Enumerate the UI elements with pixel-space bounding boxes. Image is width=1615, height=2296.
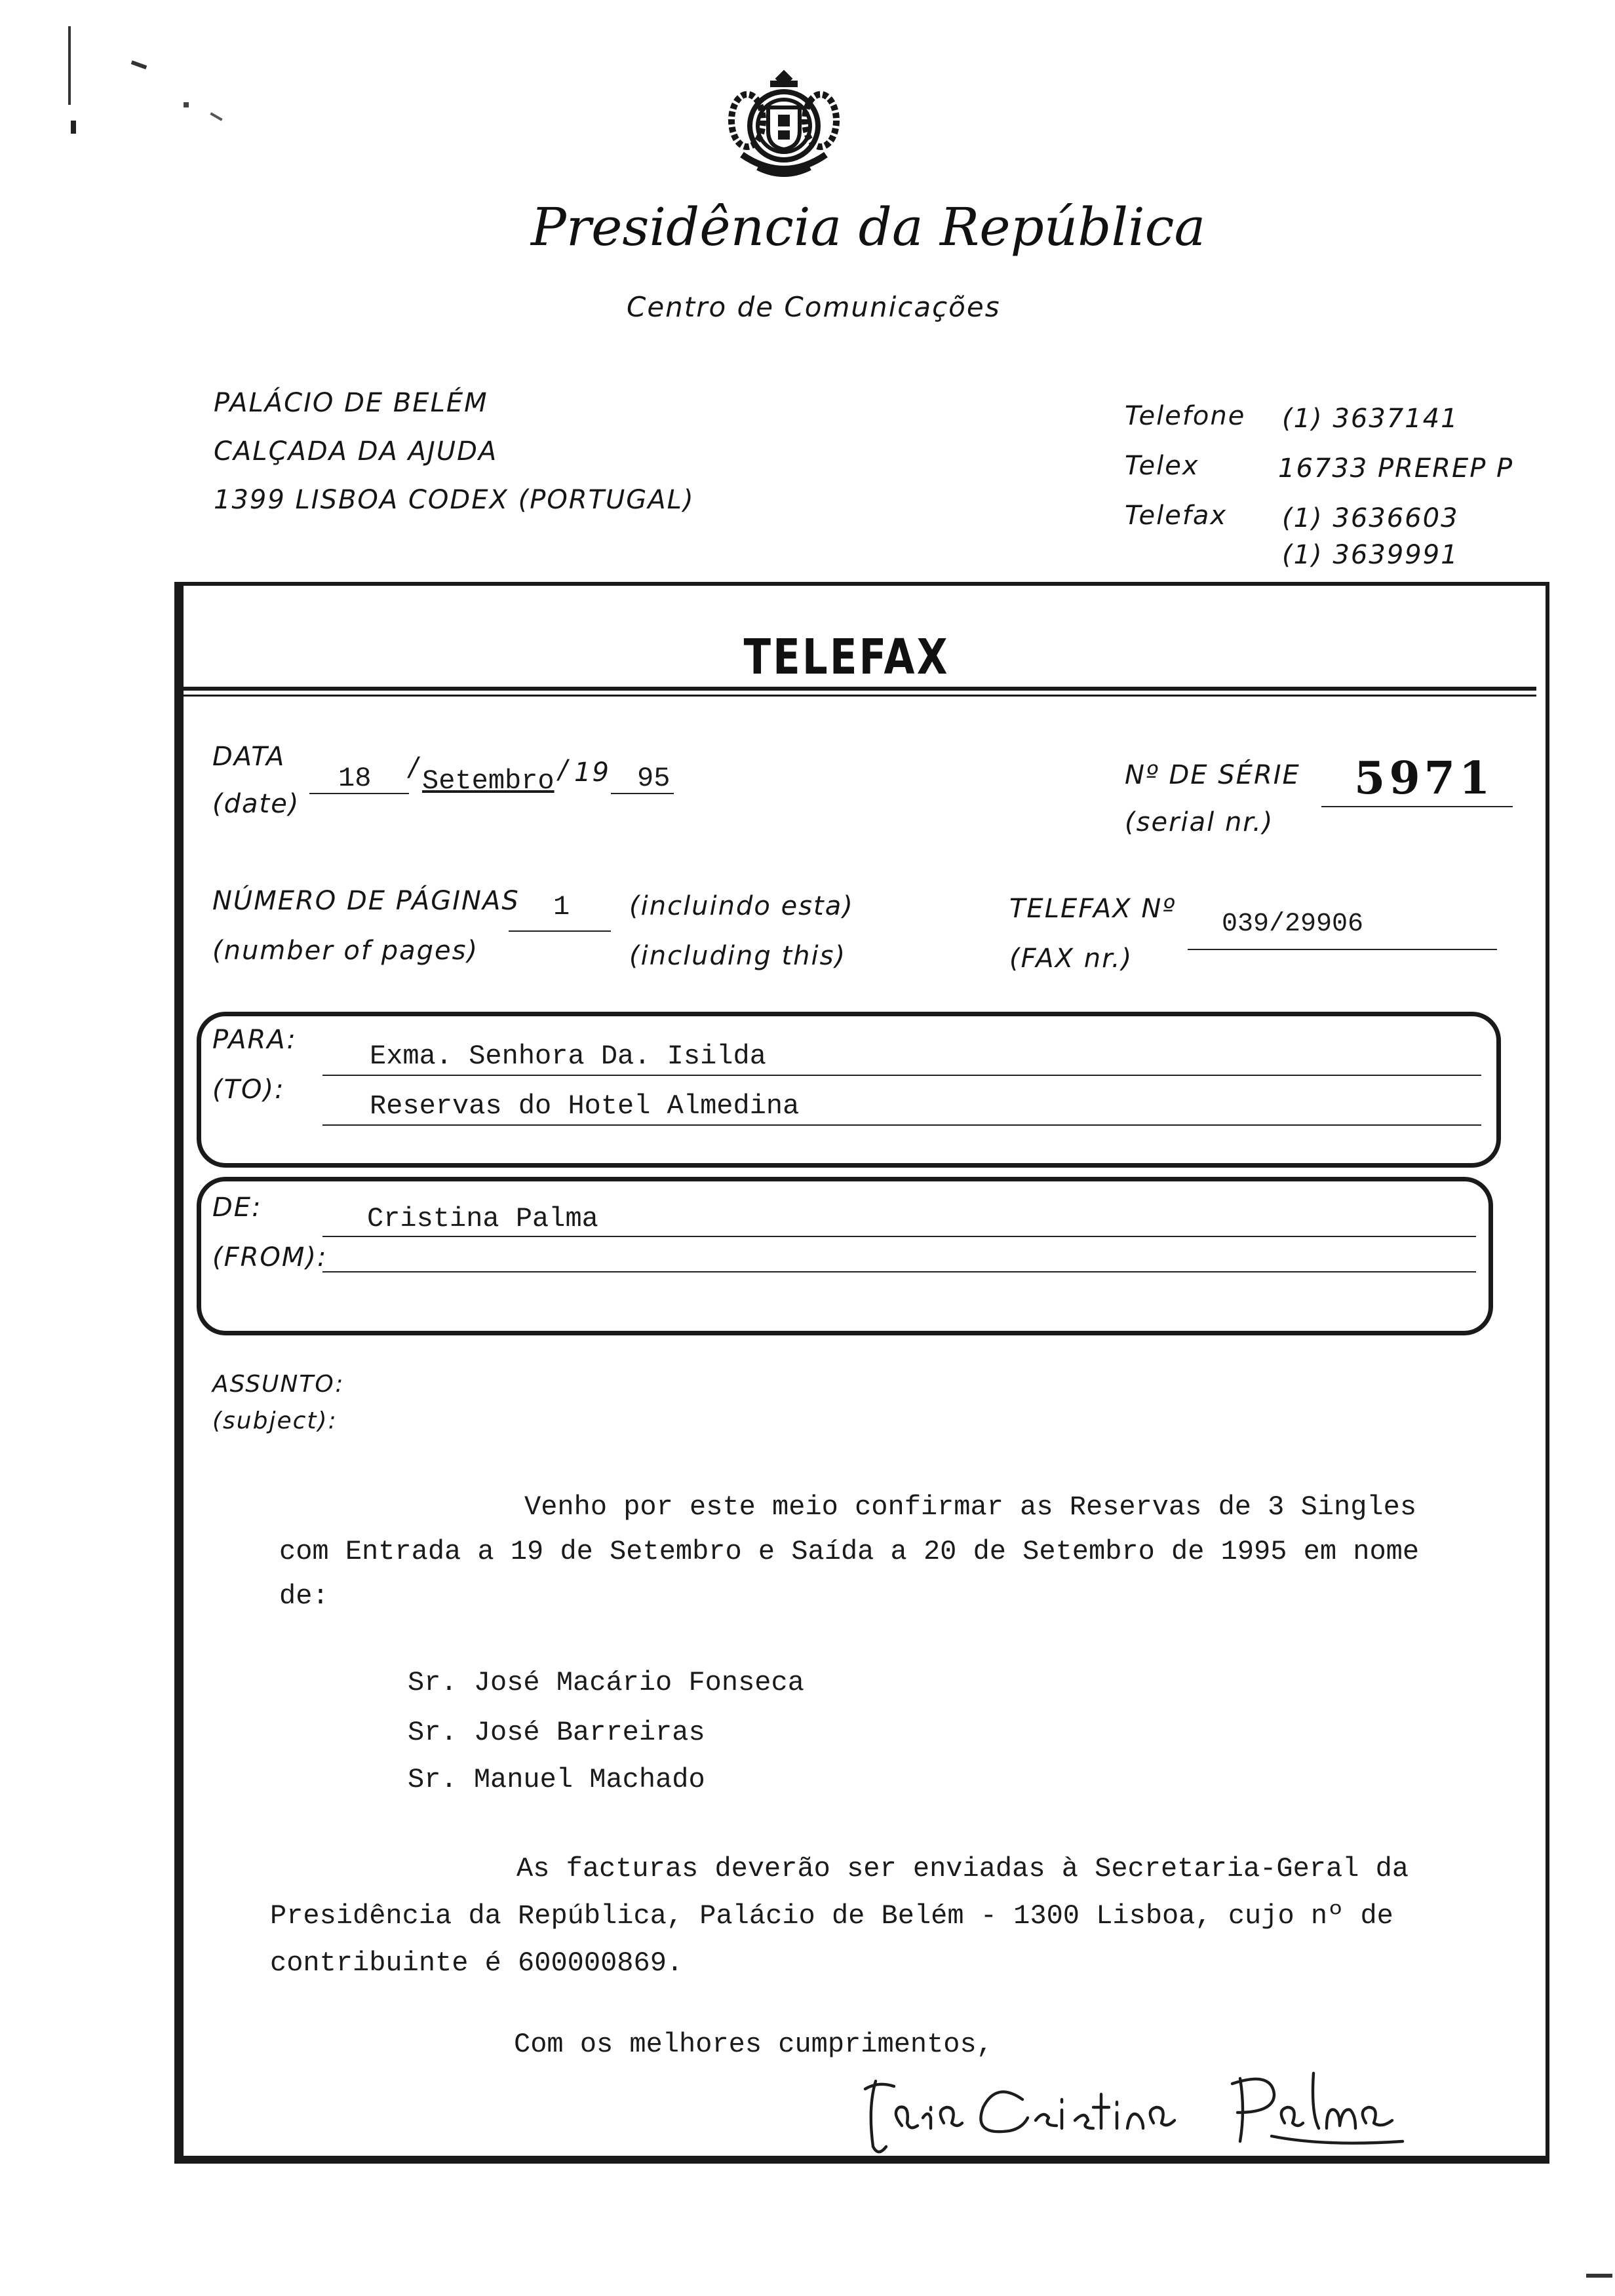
date-separator: /	[558, 755, 569, 785]
contact-label-telex: Telex	[1125, 451, 1199, 481]
pages-label: NÚMERO DE PÁGINAS	[212, 886, 520, 916]
to-underline-2	[322, 1124, 1481, 1126]
coat-of-arms-icon	[724, 63, 844, 189]
from-underline-2	[322, 1271, 1476, 1272]
serial-line	[1321, 806, 1513, 807]
paragraph-2-line-3: contribuinte é 600000869.	[270, 1947, 684, 1979]
contact-label-phone: Telefone	[1125, 401, 1246, 431]
office-name: Presidência da República	[531, 197, 1206, 258]
department-name: Centro de Comunicações	[627, 291, 1001, 323]
from-underline-1	[322, 1236, 1476, 1237]
from-sublabel: (FROM):	[212, 1242, 328, 1272]
scan-mark	[1586, 2274, 1612, 2278]
date-sublabel: (date)	[212, 789, 300, 819]
subject-label: ASSUNTO:	[212, 1371, 345, 1398]
pages-line	[509, 930, 611, 932]
fax-number-value: 039/29906	[1222, 909, 1364, 939]
paragraph-2-line-2: Presidência da República, Palácio de Belém - 1300 Lisboa, cujo nº de	[270, 1900, 1393, 1932]
title-rule	[178, 687, 1536, 691]
paragraph-1-line-2: com Entrada a 19 de Setembro e Saída a 20 de Setembro de 1995 em nome	[279, 1536, 1420, 1567]
pages-note: (incluindo esta)	[629, 891, 854, 921]
recipient-box	[197, 1012, 1501, 1168]
form-title: TELEFAX	[743, 629, 950, 685]
guest-name: Sr. José Macário Fonseca	[408, 1667, 804, 1698]
serial-label: Nº DE SÉRIE	[1125, 760, 1300, 790]
scan-mark	[184, 102, 189, 107]
date-month: Setembro	[422, 765, 555, 797]
scan-mark	[210, 112, 222, 121]
pages-value: 1	[553, 891, 570, 923]
serial-sublabel: (serial nr.)	[1125, 807, 1274, 837]
to-underline-1	[322, 1075, 1481, 1076]
scan-mark	[131, 60, 147, 69]
date-year-prefix: 19	[574, 757, 610, 788]
fax-number-label: TELEFAX Nº	[1009, 894, 1177, 924]
fax-number-sublabel: (FAX nr.)	[1009, 944, 1133, 974]
contact-value-phone: (1) 3637141	[1282, 404, 1459, 434]
pages-note-en: (including this)	[629, 941, 847, 971]
date-separator: /	[409, 752, 419, 782]
subject-sublabel: (subject):	[212, 1407, 338, 1434]
date-day-line	[309, 793, 409, 794]
contact-value-telex: 16733 PREREP P	[1278, 453, 1514, 484]
date-label: DATA	[212, 742, 286, 772]
paragraph-1-line-3: de:	[279, 1580, 329, 1612]
fax-number-line	[1188, 949, 1497, 950]
address-line-1: PALÁCIO DE BELÉM	[214, 388, 488, 418]
to-line-1: Exma. Senhora Da. Isilda	[370, 1041, 766, 1072]
date-year-line	[611, 793, 674, 794]
address-line-2: CALÇADA DA AJUDA	[214, 436, 498, 467]
to-sublabel: (TO):	[212, 1075, 285, 1105]
guest-name: Sr. José Barreiras	[408, 1717, 705, 1748]
signature	[839, 2060, 1468, 2165]
contact-value-telefax: (1) 3636603	[1282, 503, 1459, 533]
to-line-2: Reservas do Hotel Almedina	[370, 1090, 800, 1122]
contact-label-telefax: Telefax	[1125, 501, 1228, 531]
date-year-suffix: 95	[637, 763, 671, 794]
to-label: PARA:	[212, 1025, 297, 1055]
paragraph-1-line-1: Venho por este meio confirmar as Reservas de 3 Singles	[524, 1491, 1417, 1523]
serial-number: 5971	[1354, 752, 1494, 805]
contact-value-telefax-2: (1) 3639991	[1282, 540, 1459, 570]
from-label: DE:	[212, 1193, 262, 1223]
from-line-1: Cristina Palma	[367, 1203, 598, 1234]
scan-mark	[68, 26, 71, 105]
title-rule	[178, 695, 1536, 697]
sender-box	[197, 1177, 1493, 1335]
pages-sublabel: (number of pages)	[212, 936, 479, 966]
closing: Com os melhores cumprimentos,	[514, 2029, 993, 2060]
scan-mark	[71, 121, 76, 134]
date-day: 18	[338, 763, 372, 794]
address-line-3: 1399 LISBOA CODEX (PORTUGAL)	[214, 485, 695, 515]
guest-name: Sr. Manuel Machado	[408, 1764, 705, 1795]
paragraph-2-line-1: As facturas deverão ser enviadas à Secretaria-Geral da	[516, 1853, 1409, 1885]
